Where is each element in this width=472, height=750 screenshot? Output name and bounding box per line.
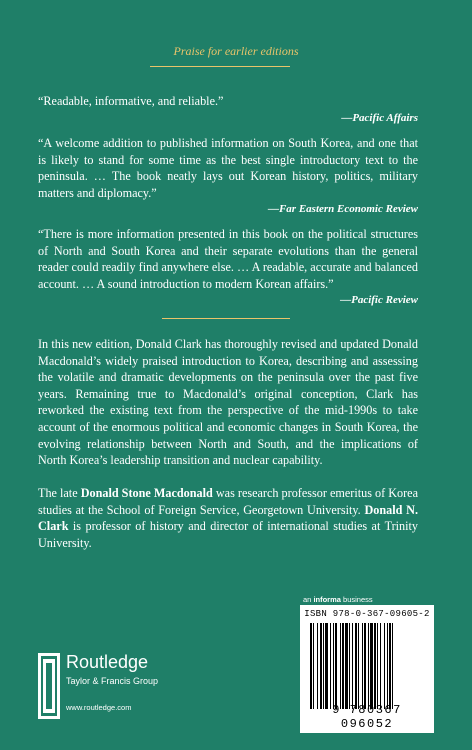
barcode-bar <box>340 623 341 709</box>
quote-attribution: —Pacific Review <box>340 294 418 306</box>
quote-attribution: —Far Eastern Economic Review <box>267 203 418 215</box>
barcode-bar <box>333 623 334 709</box>
bio-text-2: is professor of history and director of international studies at Trinity University. <box>38 519 418 550</box>
quote-2 <box>38 135 418 217</box>
barcode-bar <box>370 623 373 709</box>
bio-text-1: was research professor emeritus of Korea studies at the School of Foreign Service, Georgetown University. <box>38 486 418 517</box>
publisher-url[interactable]: www.routledge.com <box>66 703 132 712</box>
barcode-bar <box>364 623 366 709</box>
barcode-number: 9 780367 096052 <box>332 703 402 731</box>
middle-rule <box>162 318 290 319</box>
barcode-bar <box>345 623 348 709</box>
author-bio <box>38 485 418 551</box>
top-rule <box>150 66 290 67</box>
barcode-bar <box>342 623 344 709</box>
publisher-group: Taylor & Francis Group <box>66 676 159 686</box>
barcode-bar <box>317 623 318 709</box>
description <box>38 336 418 469</box>
informa-brand: informa <box>313 595 341 604</box>
author-name-2: Donald N. Clark <box>38 502 419 534</box>
informa-tagline: an informa business <box>303 595 373 604</box>
barcode-bar <box>325 623 328 709</box>
barcode-bar <box>387 623 388 709</box>
author-name-1: Donald Stone Macdonald <box>80 486 213 500</box>
barcode-bar <box>389 623 391 709</box>
barcode-bar <box>355 623 357 709</box>
barcode-bar <box>320 623 322 709</box>
description-text: In this new edition, Donald Clark has thoroughly revised and updated Donald Macdonald’s widely praised introduction to Korea, describing and assessing the volatile and dramatic developments on the peninsula over the past five years. Remaining true to Macdonald’s original conception, Clark has reworked the existing text from the perspective of the mid-1990s to take account of the enormous political and economic changes in South Korea, the evolving relationship between North and South, and the implications of North Korea’s leadership transition and nuclear capability. <box>38 337 418 468</box>
bio-intro: The late <box>38 486 81 500</box>
barcode-bar <box>323 623 324 709</box>
publisher-name: Routledge <box>66 652 149 672</box>
barcode-bar <box>335 623 337 709</box>
isbn-label: ISBN 978-0-367-09605-2 <box>304 609 430 619</box>
barcode-bar <box>349 623 350 709</box>
barcode-bar <box>310 623 312 709</box>
barcode-bar <box>384 623 385 709</box>
routledge-logo-icon <box>38 653 60 719</box>
barcode-bar <box>352 623 353 709</box>
barcode-bar <box>380 623 381 709</box>
barcode-bar <box>313 623 314 709</box>
quote-text: “A welcome addition to published information on South Korea, and one that is likely to stand for some time as the best single introductory text to the peninsula. … The book neatly lays out Korean history, politics, military matters and diplomacy.” <box>38 136 418 200</box>
barcode-bar <box>362 623 363 709</box>
barcode-box <box>300 605 434 733</box>
quote-text: “Readable, informative, and reliable.” <box>38 94 224 108</box>
quote-1 <box>38 93 418 126</box>
barcode-bar <box>368 623 369 709</box>
barcode-bar <box>374 623 376 709</box>
barcode-bar <box>377 623 378 709</box>
barcode-bar <box>392 623 393 709</box>
praise-heading: Praise for earlier editions <box>173 44 299 58</box>
quote-text: “There is more information presented in this book on the political structures of North and South Korea and their separate evolutions than the general reader could readily find anywhere else. … A readable, accurate and balanced account. … A sound introduction to modern Korean affairs.” <box>38 227 418 291</box>
barcode-bar <box>358 623 359 709</box>
quote-3 <box>38 226 418 308</box>
barcode-graphic <box>310 623 424 709</box>
quote-attribution: —Pacific Affairs <box>341 111 418 124</box>
barcode-bar <box>330 623 331 709</box>
